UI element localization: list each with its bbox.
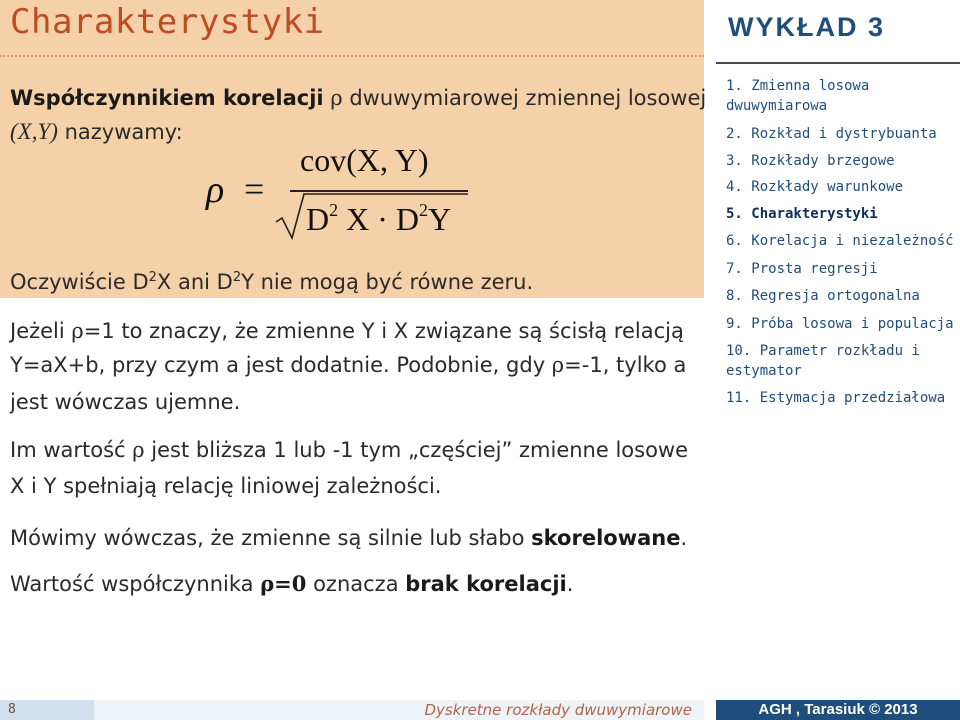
- toc-item-8[interactable]: 8. Regresja ortogonalna: [726, 288, 920, 304]
- formula-rho: ρ: [206, 169, 225, 211]
- toc-item-10[interactable]: 10. Parametr rozkładu i estymator: [726, 343, 920, 379]
- course-name: Dyskretne rozkłady dwuwymiarowe: [94, 700, 704, 720]
- toc-item-9[interactable]: 9. Próba losowa i populacja: [726, 316, 954, 332]
- closer-to-one-line-1: Im wartość ρ jest bliższa 1 lub -1 tym „częściej” zmienne losowe: [10, 438, 689, 462]
- definition-line-2: (X,Y) nazywamy:: [10, 119, 183, 144]
- toc-item-7[interactable]: 7. Prosta regresji: [726, 261, 878, 277]
- rho-plus-one-line-3: jest wówczas ujemne.: [10, 390, 241, 414]
- closer-to-one-line-2: X i Y spełniają relację liniowej zależności.: [10, 474, 442, 498]
- slide-title: Charakterystyki: [10, 2, 325, 42]
- toc-item-2[interactable]: 2. Rozkład i dystrybuanta: [726, 126, 937, 142]
- definition-term: Współczynnikiem korelacji: [10, 86, 324, 110]
- sidebar-divider: [716, 62, 960, 64]
- page-number: 8: [0, 700, 94, 720]
- definition-line-1: Współczynnikiem korelacji ρ dwuwymiarowej zmiennej losowej: [10, 86, 707, 110]
- lecture-title: WYKŁAD 3: [728, 12, 885, 42]
- formula-equals: =: [244, 169, 265, 209]
- toc-item-11[interactable]: 11. Estymacja przedziałowa: [726, 390, 946, 406]
- zero-correlation: Wartość współczynnika ρ=0 oznacza brak korelacji.: [10, 571, 574, 596]
- rho-plus-one-line-2: Y=aX+b, przy czym a jest dodatnie. Podobnie, gdy ρ=-1, tylko a: [10, 353, 687, 377]
- toc-item-4[interactable]: 4. Rozkłady warunkowe: [726, 179, 904, 195]
- nonzero-variance-note: Oczywiście $D^2X$ ani $D^2Y$ nie mogą być równe zeru.: [10, 270, 534, 294]
- title-divider: [0, 55, 704, 57]
- random-variable-xy: (X,Y): [10, 119, 58, 144]
- toc-item-5[interactable]: 5. Charakterystyki: [726, 206, 878, 222]
- rho-symbol: ρ: [330, 86, 343, 110]
- toc-item-1[interactable]: 1. Zmienna losowa dwuwymiarowa: [726, 78, 870, 114]
- formula-numerator: cov(X, Y): [300, 142, 429, 178]
- toc-item-3[interactable]: 3. Rozkłady brzegowe: [726, 153, 895, 169]
- rho-plus-one-line-1: Jeżeli ρ=1 to znaczy, że zmienne Y i X związane są ścisłą relacją: [10, 319, 684, 343]
- author-credit: AGH , Tarasiuk © 2013: [716, 700, 960, 720]
- toc-item-6[interactable]: 6. Korelacja i niezależność: [726, 233, 954, 249]
- strong-weak-correlation: Mówimy wówczas, że zmienne są silnie lub słabo skorelowane.: [10, 526, 688, 550]
- formula-denominator: $D^2$ $X \cdot D^2Y$: [306, 200, 452, 237]
- correlation-formula: [200, 138, 480, 248]
